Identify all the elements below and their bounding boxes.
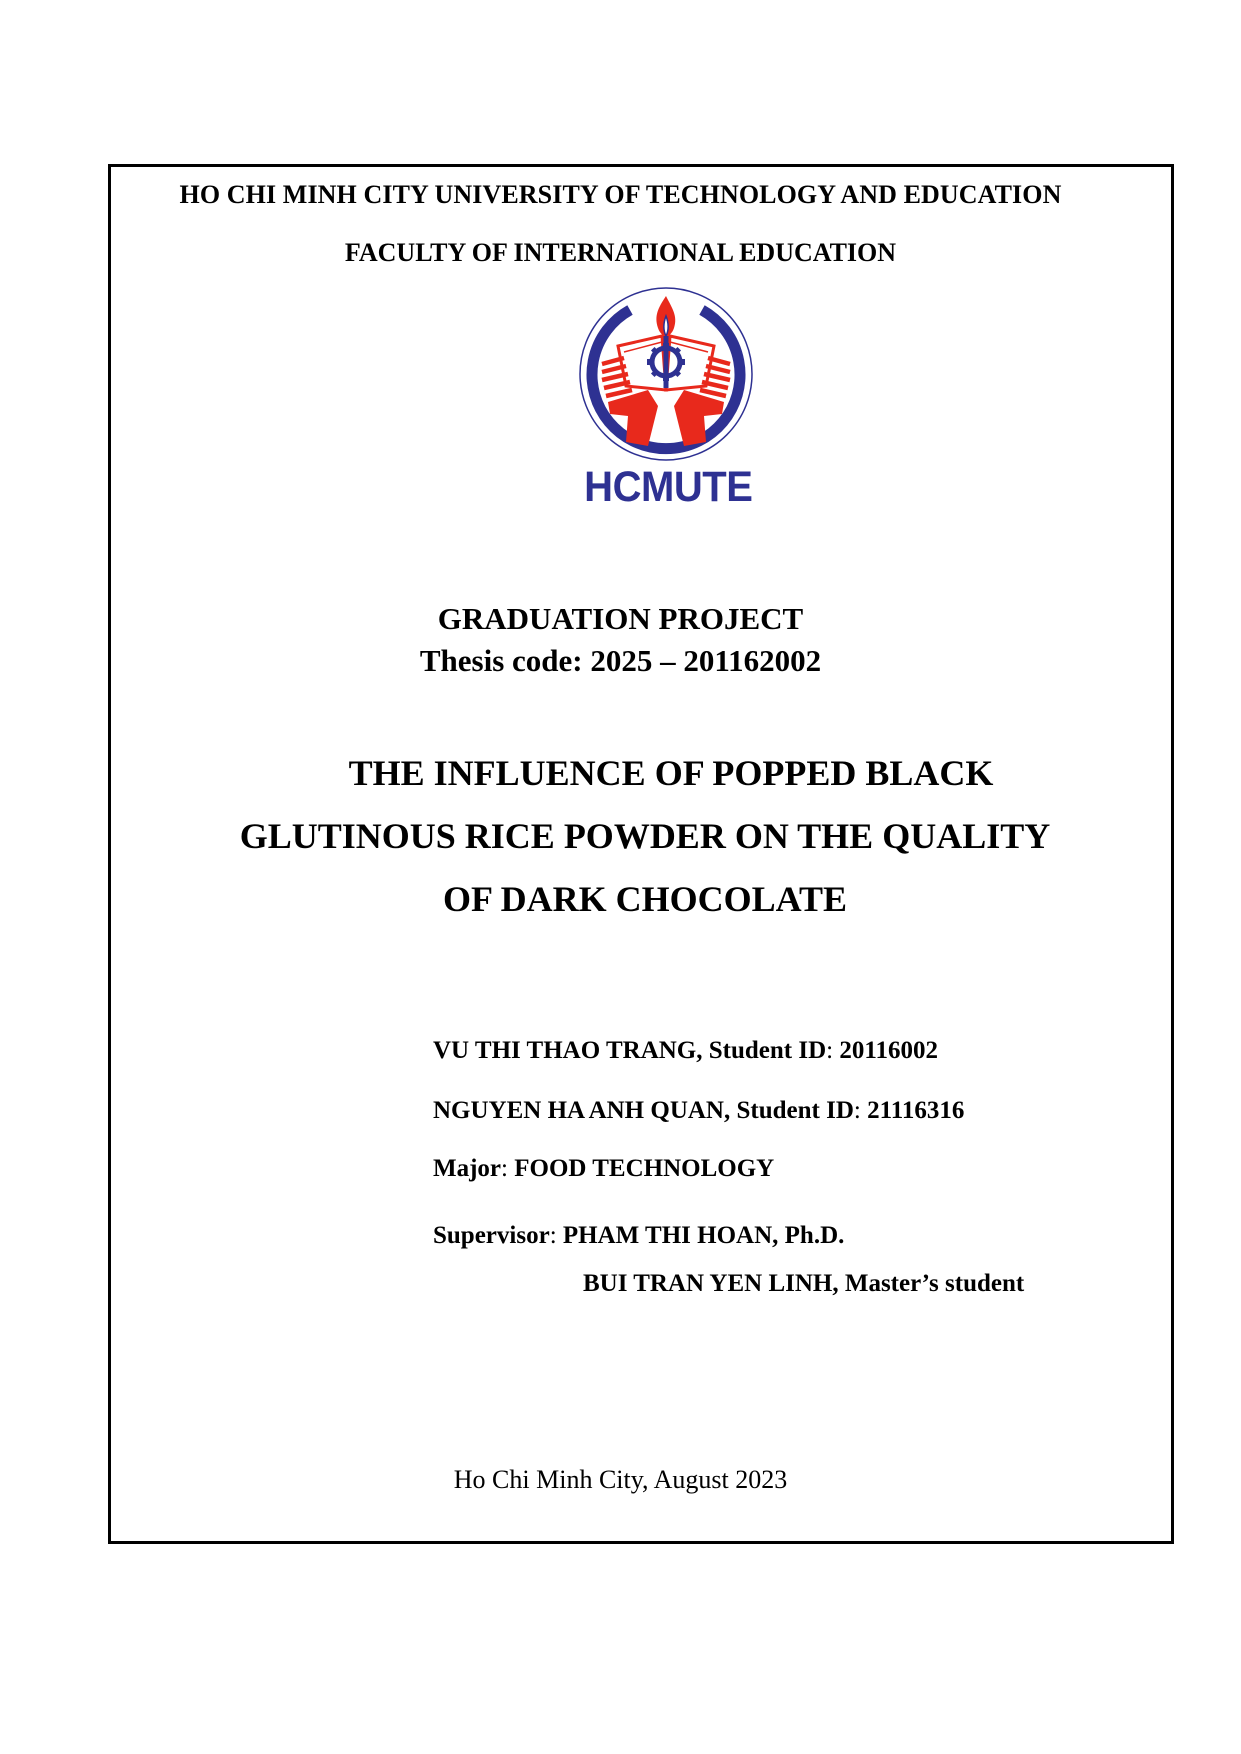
supervisor: Supervisor: PHAM THI HOAN, Ph.D. bbox=[433, 1222, 845, 1249]
student-id-label: Student ID bbox=[736, 1097, 854, 1124]
thesis-title-line-2: GLUTINOUS RICE POWDER ON THE QUALITY bbox=[239, 816, 1051, 856]
student-id-label: Student ID bbox=[708, 1037, 827, 1064]
student-id: 20116002 bbox=[839, 1037, 938, 1064]
thesis-code-value: 2025 – 201162002 bbox=[590, 643, 822, 678]
major-label: Major bbox=[433, 1155, 502, 1182]
major: Major: FOOD TECHNOLOGY bbox=[433, 1155, 775, 1182]
faculty-name: FACULTY OF INTERNATIONAL EDUCATION bbox=[344, 238, 897, 267]
student-2: NGUYEN HA ANH QUAN, Student ID: 21116316 bbox=[433, 1097, 965, 1124]
thesis-code bbox=[0, 645, 1241, 676]
thesis-title-line-1: THE INFLUENCE OF POPPED BLACK bbox=[348, 753, 994, 793]
supervisor-name-2: BUI TRAN YEN LINH, Master’s student bbox=[583, 1270, 1025, 1297]
student-1: VU THI THAO TRANG, Student ID: 20116002 bbox=[433, 1037, 938, 1064]
student-id: 21116316 bbox=[867, 1097, 965, 1124]
project-type: GRADUATION PROJECT bbox=[437, 601, 804, 636]
student-name: NGUYEN HA ANH QUAN, bbox=[433, 1097, 731, 1124]
supervisor-name-1: PHAM THI HOAN, Ph.D. bbox=[562, 1222, 845, 1249]
thesis-code-label: Thesis code: bbox=[419, 643, 583, 678]
hcmute-emblem-icon bbox=[578, 286, 754, 462]
thesis-title-line-3: OF DARK CHOCOLATE bbox=[442, 879, 847, 919]
university-name: HO CHI MINH CITY UNIVERSITY OF TECHNOLOGY AND EDUCATION bbox=[179, 180, 1062, 209]
supervisor-label: Supervisor bbox=[433, 1222, 550, 1249]
hcmute-wordmark: HCMUTE bbox=[584, 463, 753, 511]
student-name: VU THI THAO TRANG, bbox=[433, 1037, 703, 1064]
major-value: FOOD TECHNOLOGY bbox=[514, 1155, 775, 1182]
place-and-date: Ho Chi Minh City, August 2023 bbox=[453, 1465, 788, 1494]
